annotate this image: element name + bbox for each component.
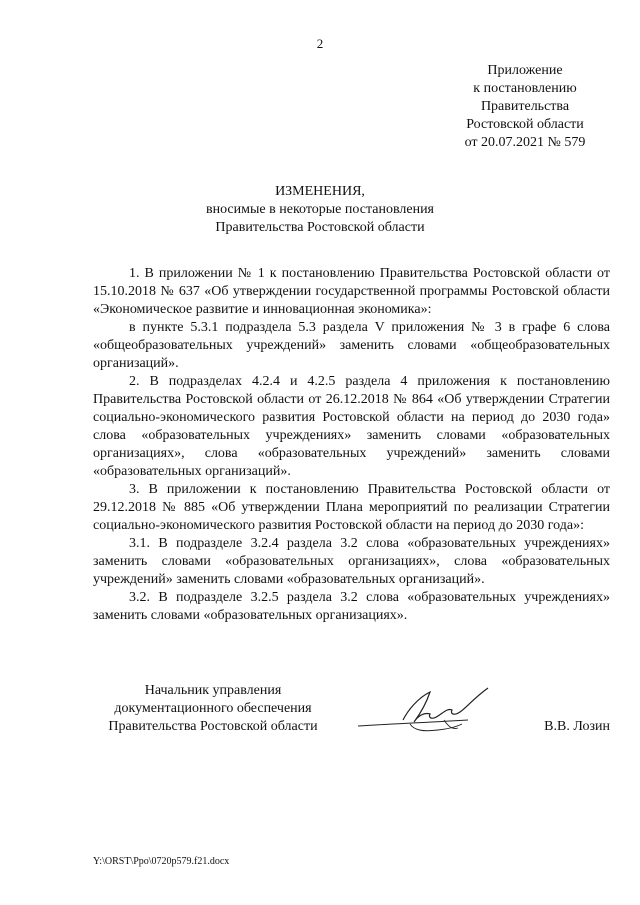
file-path-footer: Y:\ORST\Ppo\0720p579.f21.docx bbox=[93, 856, 230, 867]
paragraph: 2. В подразделах 4.2.4 и 4.2.5 раздела 4 приложения к постановлению Правительства Ростовской области от 26.12.2018 № 864 «Об утверждении Стратегии социально-экономического развития Ростовской области на период до 2030 года» слова «образовательных учреждениях» заменить словами «образовательных организациях», слова «образовательных учреждений» заменить словами «образовательных организаций». bbox=[93, 374, 610, 479]
document-title bbox=[0, 183, 640, 237]
page-number: 2 bbox=[316, 36, 324, 51]
signature-block bbox=[93, 682, 610, 742]
title-line: ИЗМЕНЕНИЯ, bbox=[275, 184, 365, 199]
position-line: Правительства Ростовской области bbox=[108, 719, 318, 734]
position-line: Начальник управления bbox=[144, 683, 282, 698]
paragraph: 3. В приложении к постановлению Правительства Ростовской области от 29.12.2018 № 885 «Об утверждении Плана мероприятий по реализации Стратегии социально-экономического развития Ростовской области на период до 2030 года»: bbox=[93, 482, 610, 533]
appendix-line: от 20.07.2021 № 579 bbox=[464, 135, 586, 150]
appendix-header bbox=[440, 62, 610, 152]
appendix-line: Приложение bbox=[487, 63, 563, 78]
paragraph: в пункте 5.3.1 подраздела 5.3 раздела V приложения № 3 в графе 6 слова «общеобразовательных учреждений» заменить словами «общеобразовательных организаций». bbox=[93, 320, 610, 371]
paragraph: 1. В приложении № 1 к постановлению Правительства Ростовской области от 15.10.2018 № 637 «Об утверждении государственной программы Ростовской области «Экономическое развитие и инновационная экономика»: bbox=[93, 266, 610, 317]
position-line: документационного обеспечения bbox=[114, 701, 312, 716]
document-body bbox=[93, 265, 610, 625]
title-line: Правительства Ростовской области bbox=[215, 220, 425, 235]
appendix-line: Ростовской области bbox=[466, 117, 584, 132]
paragraph: 3.2. В подразделе 3.2.5 раздела 3.2 слова «образовательных учреждениях» заменить словами «образовательных организациях». bbox=[93, 590, 610, 623]
signatory-name: В.В. Лозин bbox=[544, 719, 610, 734]
paragraph: 3.1. В подразделе 3.2.4 раздела 3.2 слова «образовательных учреждениях» заменить словами «образовательных организациях», слова «образовательных учреждений» заменить словами «образовательных организаций». bbox=[93, 536, 610, 587]
signatory-position bbox=[93, 682, 333, 736]
appendix-line: Правительства bbox=[480, 99, 570, 114]
title-line: вносимые в некоторые постановления bbox=[205, 202, 434, 217]
handwritten-signature bbox=[348, 680, 498, 742]
appendix-line: к постановлению bbox=[473, 81, 577, 96]
